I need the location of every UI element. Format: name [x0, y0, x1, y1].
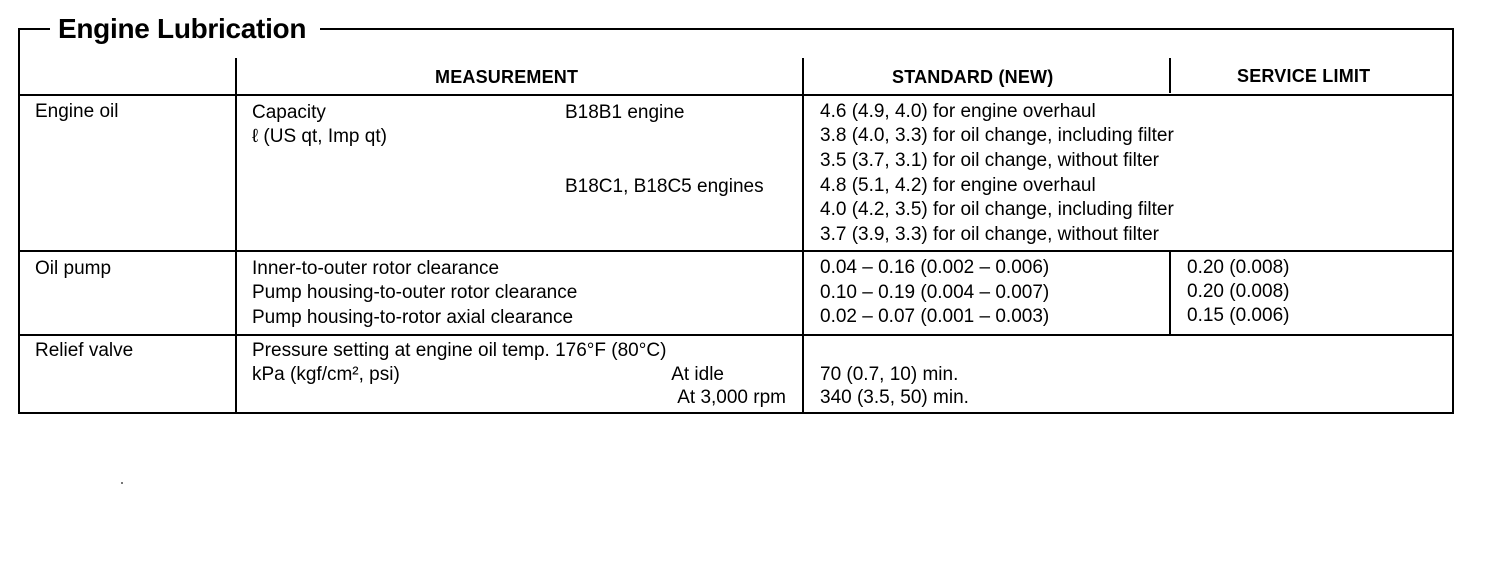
oil-pump-service-limit: 0.15 (0.006) — [1187, 305, 1290, 326]
engine-oil-standard: 4.8 (5.1, 4.2) for engine overhaul — [820, 175, 1096, 196]
relief-valve-standard: 70 (0.7, 10) min. — [820, 364, 959, 385]
engine-variant-b18b1: B18B1 engine — [565, 102, 685, 123]
header-divider — [18, 94, 1454, 96]
engine-oil-standard: 4.0 (4.2, 3.5) for oil change, including filter — [820, 199, 1174, 220]
relief-valve-standard: 340 (3.5, 50) min. — [820, 387, 969, 408]
engine-oil-capacity-label: Capacity — [252, 102, 326, 123]
oil-pump-standard: 0.10 – 0.19 (0.004 – 0.007) — [820, 282, 1050, 303]
column-divider-3b — [1169, 251, 1171, 335]
oil-pump-measurement: Pump housing-to-rotor axial clearance — [252, 307, 574, 328]
section-title: Engine Lubrication — [50, 10, 320, 48]
oil-pump-measurement: Pump housing-to-outer rotor clearance — [252, 282, 578, 303]
oil-pump-standard: 0.02 – 0.07 (0.001 – 0.003) — [820, 306, 1050, 327]
oil-pump-service-limit: 0.20 (0.008) — [1187, 257, 1290, 278]
engine-variant-b18c: B18C1, B18C5 engines — [565, 176, 764, 197]
row-divider-1 — [18, 250, 1454, 252]
row-label-oil-pump: Oil pump — [35, 258, 112, 279]
engine-oil-standard: 3.8 (4.0, 3.3) for oil change, including filter — [820, 125, 1174, 146]
relief-valve-condition-idle: At idle — [671, 364, 724, 385]
oil-pump-service-limit: 0.20 (0.008) — [1187, 281, 1290, 302]
oil-pump-standard: 0.04 – 0.16 (0.002 – 0.006) — [820, 257, 1050, 278]
row-divider-2 — [18, 334, 1454, 336]
column-divider-1 — [235, 58, 237, 414]
oil-pump-measurement: Inner-to-outer rotor clearance — [252, 258, 500, 279]
header-measurement: MEASUREMENT — [435, 67, 579, 87]
header-standard: STANDARD (NEW) — [892, 67, 1054, 87]
engine-oil-standard: 3.7 (3.9, 3.3) for oil change, without filter — [820, 224, 1160, 245]
engine-oil-unit-label: ℓ (US qt, Imp qt) — [252, 126, 387, 147]
scan-speck — [121, 482, 123, 484]
row-label-engine-oil: Engine oil — [35, 101, 119, 122]
column-divider-2 — [802, 58, 804, 414]
relief-valve-pressure-label: Pressure setting at engine oil temp. 176°F (80°C) — [252, 340, 667, 361]
engine-oil-standard: 4.6 (4.9, 4.0) for engine overhaul — [820, 101, 1096, 122]
column-divider-3 — [1169, 58, 1171, 93]
header-service-limit: SERVICE LIMIT — [1237, 66, 1371, 86]
engine-oil-standard: 3.5 (3.7, 3.1) for oil change, without filter — [820, 150, 1160, 171]
relief-valve-condition-3000rpm: At 3,000 rpm — [677, 387, 786, 408]
relief-valve-unit-label: kPa (kgf/cm², psi) — [252, 364, 400, 385]
row-label-relief-valve: Relief valve — [35, 340, 134, 361]
